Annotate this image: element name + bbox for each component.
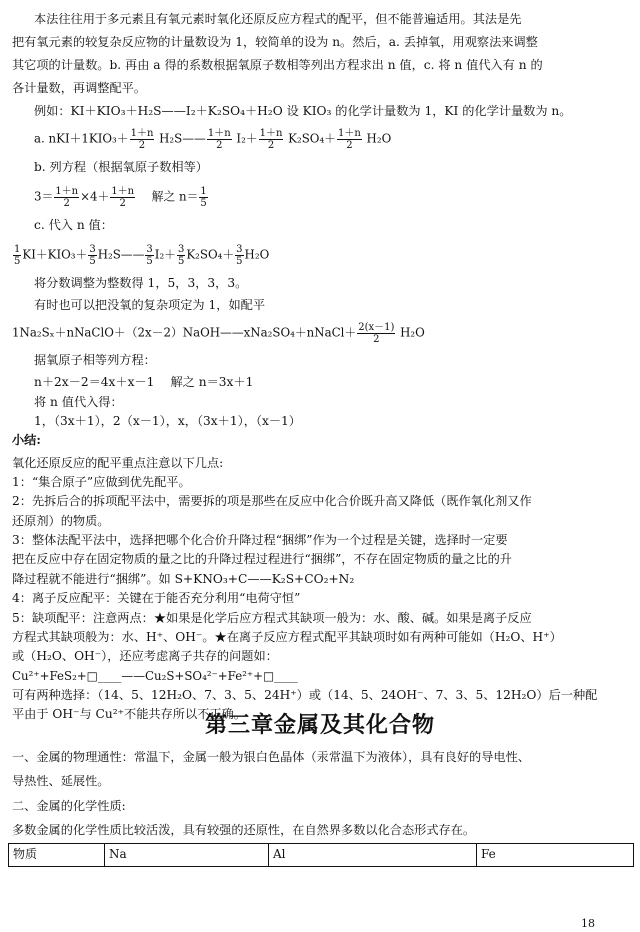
step-c-label: c. 代入 n 值： <box>34 218 113 232</box>
fraction-numerator: 1＋n <box>207 128 231 139</box>
summary-title: 小结: <box>12 433 41 447</box>
fraction-numerator: 1＋n <box>55 186 79 197</box>
step-c-term: H₂O <box>244 247 270 262</box>
fraction-denominator: 5 <box>146 256 153 267</box>
step-a-term: K₂SO₄＋ <box>284 131 336 146</box>
fraction-denominator: 5 <box>236 256 243 267</box>
summary-line: 方程式其缺项般为：水、H⁺、OH⁻。★在离子反应方程式配平其缺项时如有两种可能如（H₂O、H⁺） <box>12 630 562 644</box>
step-b-label: b. 列方程（根据氧原子数相等） <box>34 160 208 174</box>
step-c-term: I₂＋ <box>154 247 176 262</box>
fraction <box>110 186 135 209</box>
summary-line: 还原剂）的物质。 <box>12 514 110 528</box>
fraction-numerator: 2(x－1) <box>358 322 395 333</box>
fraction <box>357 322 395 345</box>
solve-line: n＋2x－2＝4x＋x－1 解之 n＝3x＋1 <box>34 375 254 389</box>
chapter-title: 第三章金属及其化合物 <box>204 713 435 738</box>
fraction-numerator: 1 <box>200 186 207 197</box>
step-b-term: ×4＋ <box>80 189 110 204</box>
summary-line: 3：整体法配平法中，选择把哪个化合价升降过程“捆绑”作为一个过程是关键，选择时一定要 <box>12 533 508 547</box>
step-c-equation <box>12 244 269 267</box>
fraction <box>199 186 207 209</box>
table-header-fe: Fe <box>481 847 496 861</box>
summary-equation: Cu²⁺+FeS₂+□____——Cu₂S+SO₄²⁻+Fe²⁺+□____ <box>12 669 298 683</box>
section1-line: 导热性、延展性。 <box>12 774 110 788</box>
sulfide-suffix: H₂O <box>396 325 425 340</box>
fraction <box>235 244 243 267</box>
fraction-denominator: 5 <box>200 198 207 209</box>
fraction-numerator: 1＋n <box>130 128 154 139</box>
step-a-term: H₂O <box>362 131 392 146</box>
properties-table-header <box>8 843 634 867</box>
fraction <box>337 128 362 151</box>
fraction-numerator: 3 <box>177 244 185 255</box>
sulfide-equation <box>12 322 425 345</box>
fraction <box>130 128 155 151</box>
summary-line: 1：“集合原子”应做到优先配平。 <box>12 475 191 489</box>
summary-line: 氧化还原反应的配平重点注意以下几点: <box>12 456 224 470</box>
summary-line: 4：离子反应配平：关键在于能否充分利用“电荷守恒” <box>12 591 301 605</box>
summary-line: 降过程就不能进行“捆绑”。如 S+KNO₃+C——K₂S+CO₂+N₂ <box>12 572 355 586</box>
intro-line-4: 各计量数，再调整配平。 <box>12 81 147 95</box>
fraction-denominator: 2 <box>373 334 380 345</box>
fraction-denominator: 2 <box>267 140 275 151</box>
fraction <box>207 128 232 151</box>
fraction-denominator: 5 <box>89 256 96 267</box>
step-a-prefix: a. nKI＋1KIO₃＋ <box>34 131 129 146</box>
fraction-denominator: 5 <box>177 256 185 267</box>
oxygen-line: 据氧原子相等列方程： <box>34 353 156 367</box>
step-a-term: H₂S—— <box>155 131 206 146</box>
step-c-term: K₂SO₄＋ <box>186 247 235 262</box>
summary-line: 平由于 OH⁻与 Cu²⁺不能共存所以不正确。 <box>12 707 246 721</box>
fraction <box>145 244 153 267</box>
step-a-term: I₂＋ <box>232 131 258 146</box>
fraction-denominator: 5 <box>14 256 21 267</box>
fraction-denominator: 2 <box>63 198 70 209</box>
summary-line: 把在反应中存在固定物质的量之比的升降过程过程进行“捆绑”，不存在固定物质的量之比的升 <box>12 552 512 566</box>
step-b-equation <box>34 186 209 209</box>
fraction-denominator: 2 <box>216 140 223 151</box>
summary-line: 可有两种选择：（14、5、12H₂O、7、3、5、24H⁺）或（14、5、24OH⁻、7、3、5、12H₂O）后一种配 <box>12 688 598 702</box>
sulfide-prefix: 1Na₂Sₓ＋nNaClO＋（2x－2）NaOH——xNa₂SO₄＋nNaCl＋ <box>12 325 357 340</box>
fraction-numerator: 1＋n <box>259 128 283 139</box>
section1-line: 一、金属的物理通性：常温下，金属一般为银白色晶体（汞常温下为液体），具有良好的导电性、 <box>12 750 530 764</box>
fraction <box>13 244 21 267</box>
intro-line-2: 把有氧元素的较复杂反应物的计量数设为 1，较简单的设为 n。然后，a. 丢掉氧，用观察法来调整 <box>12 35 538 49</box>
table-header-al: Al <box>269 844 477 866</box>
section2-text: 多数金属的化学性质比较活泼，具有较强的还原性，在自然界多数以化合态形式存在。 <box>12 823 476 837</box>
summary-line: 2：先拆后合的拆项配平法中，需要拆的项是那些在反应中化合价既升高又降低（既作氧化剂又作 <box>12 494 532 508</box>
fraction-denominator: 2 <box>119 198 126 209</box>
fraction <box>259 128 284 151</box>
summary-line: 5：缺项配平：注意两点：★如果是化学后应方程式其缺项一般为：水、酸、碱。如果是离子反应 <box>12 611 532 625</box>
substitute-line: 将 n 值代入得： <box>34 395 123 409</box>
fraction-denominator: 2 <box>346 140 353 151</box>
step-c-term: H₂S—— <box>97 247 145 262</box>
sometimes-line: 有时也可以把没氧的复杂项定为 1，如配平 <box>34 298 266 312</box>
step-b-prefix: 3＝ <box>34 189 54 204</box>
fraction-numerator: 3 <box>236 244 243 255</box>
fraction-numerator: 3 <box>89 244 96 255</box>
step-b-term: 解之 n＝ <box>136 189 199 204</box>
fraction-numerator: 1＋n <box>111 186 135 197</box>
result-line: 1，（3x＋1），2（x－1），x，（3x＋1），（x－1） <box>34 414 301 428</box>
fraction-denominator: 2 <box>138 140 146 151</box>
page-number: 18 <box>581 917 595 930</box>
fraction-numerator: 1 <box>14 244 21 255</box>
table-header-substance: 物质 <box>9 844 105 866</box>
intro-line-3: 其它项的计量数。b. 再由 a 得的系数根据氧原子数相等列出方程求出 n 值，c. 将 n 值代入有 n 的 <box>12 58 543 72</box>
fraction <box>88 244 96 267</box>
table-header-na: Na <box>105 844 269 866</box>
section2-title: 二、金属的化学性质: <box>12 799 126 813</box>
integer-line: 将分数调整为整数得 1，5，3，3，3。 <box>34 276 248 290</box>
example-line: 例如：KI＋KIO₃＋H₂S——I₂＋K₂SO₄＋H₂O 设 KIO₃ 的化学计量数为 1，KI 的化学计量数为 n。 <box>34 104 572 118</box>
fraction <box>54 186 79 209</box>
fraction-numerator: 1＋n <box>337 128 361 139</box>
step-a-equation <box>34 128 391 151</box>
intro-line-1: 本法往往用于多元素且有氧元素时氧化还原反应方程式的配平，但不能普遍适用。其法是先 <box>34 12 522 26</box>
fraction <box>177 244 185 267</box>
fraction-numerator: 3 <box>146 244 153 255</box>
summary-line: 或（H₂O、OH⁻），还应考虑离子共存的问题如： <box>12 649 278 663</box>
step-c-term: KI＋KIO₃＋ <box>22 247 88 262</box>
